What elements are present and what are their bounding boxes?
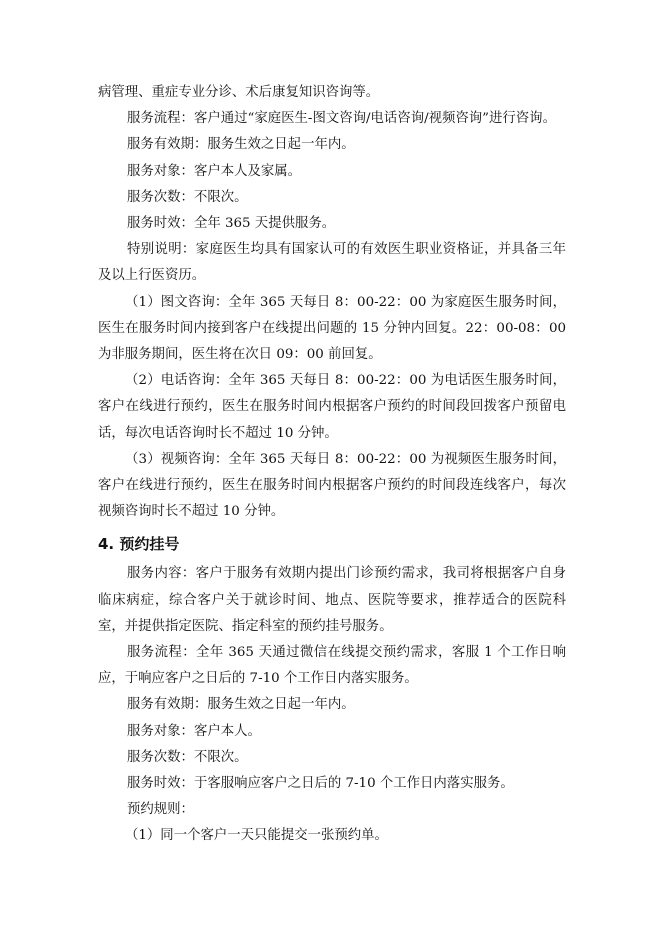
paragraph-p4-valid: 服务有效期：服务生效之日起一年内。 (127, 697, 355, 713)
paragraph-p4-target: 服务对象：客户本人。 (127, 723, 261, 739)
paragraph-p-cont: 病管理、重症专业分诊、术后康复知识咨询等。 (98, 85, 380, 100)
paragraph-p4-content: 服务内容：客户于服务有效期内提出门诊预约需求，我司将根据客户自身临床病症，综合客户关于就诊时间、地点、医院等要求，推荐适合的医院科室，并提供指定医院、指定科室的预约挂号服务。 (98, 566, 566, 634)
paragraph-p-item1: （1）图文咨询：全年 365 天每日 8：00-22：00 为家庭医生服务时间，医生在服务时间内接到客户在线提出问题的 15 分钟内回复。22：00-08：00 为非服务期间，医生将在次日 09：00 前回复。 (98, 294, 566, 363)
paragraph-p-flow: 服务流程：客户通过“家庭医生-图文咨询/电话咨询/视频咨询”进行咨询。 (127, 111, 556, 127)
paragraph-p-target: 服务对象：客户本人及家属。 (127, 163, 302, 179)
paragraph-p4-flow: 服务流程：全年 365 天通过微信在线提交预约需求，客服 1 个工作日响应，于响应客户之日后的 7-10 个工作日内落实服务。 (98, 645, 566, 687)
paragraph-p4-times: 服务次数：不限次。 (127, 749, 248, 765)
section-4-heading: 4. 预约挂号 (98, 535, 180, 554)
section-4-body (98, 561, 566, 849)
paragraph-p4-time: 服务时效：于客服响应客户之日后的 7-10 个工作日内落实服务。 (127, 776, 514, 792)
section-3-body (98, 80, 566, 525)
paragraph-p4-rules: 预约规则： (127, 802, 194, 818)
paragraph-p-times: 服务次数：不限次。 (127, 189, 248, 205)
paragraph-p-time: 服务时效：全年 365 天提供服务。 (127, 216, 336, 232)
paragraph-p-valid: 服务有效期：服务生效之日起一年内。 (127, 137, 355, 153)
paragraph-p-item3: （3）视频咨询：全年 365 天每日 8：00-22：00 为视频医生服务时间，客户在线进行预约，医生在服务时间内根据客户预约的时间段连线客户，每次视频咨询时长不超过 10 分钟。 (98, 451, 566, 520)
paragraph-p-special: 特别说明：家庭医生均具有国家认可的有效医生职业资格证，并具备三年及以上行医资历。 (98, 242, 566, 284)
document-page (98, 80, 566, 850)
paragraph-p4-rule1: （1）同一个客户一天只能提交一张预约单。 (125, 828, 388, 844)
paragraph-p-item2: （2）电话咨询：全年 365 天每日 8：00-22：00 为电话医生服务时间，客户在线进行预约，医生在服务时间内根据客户预约的时间段回拨客户预留电话，每次电话咨询时长不超过 10 分钟。 (98, 373, 566, 441)
